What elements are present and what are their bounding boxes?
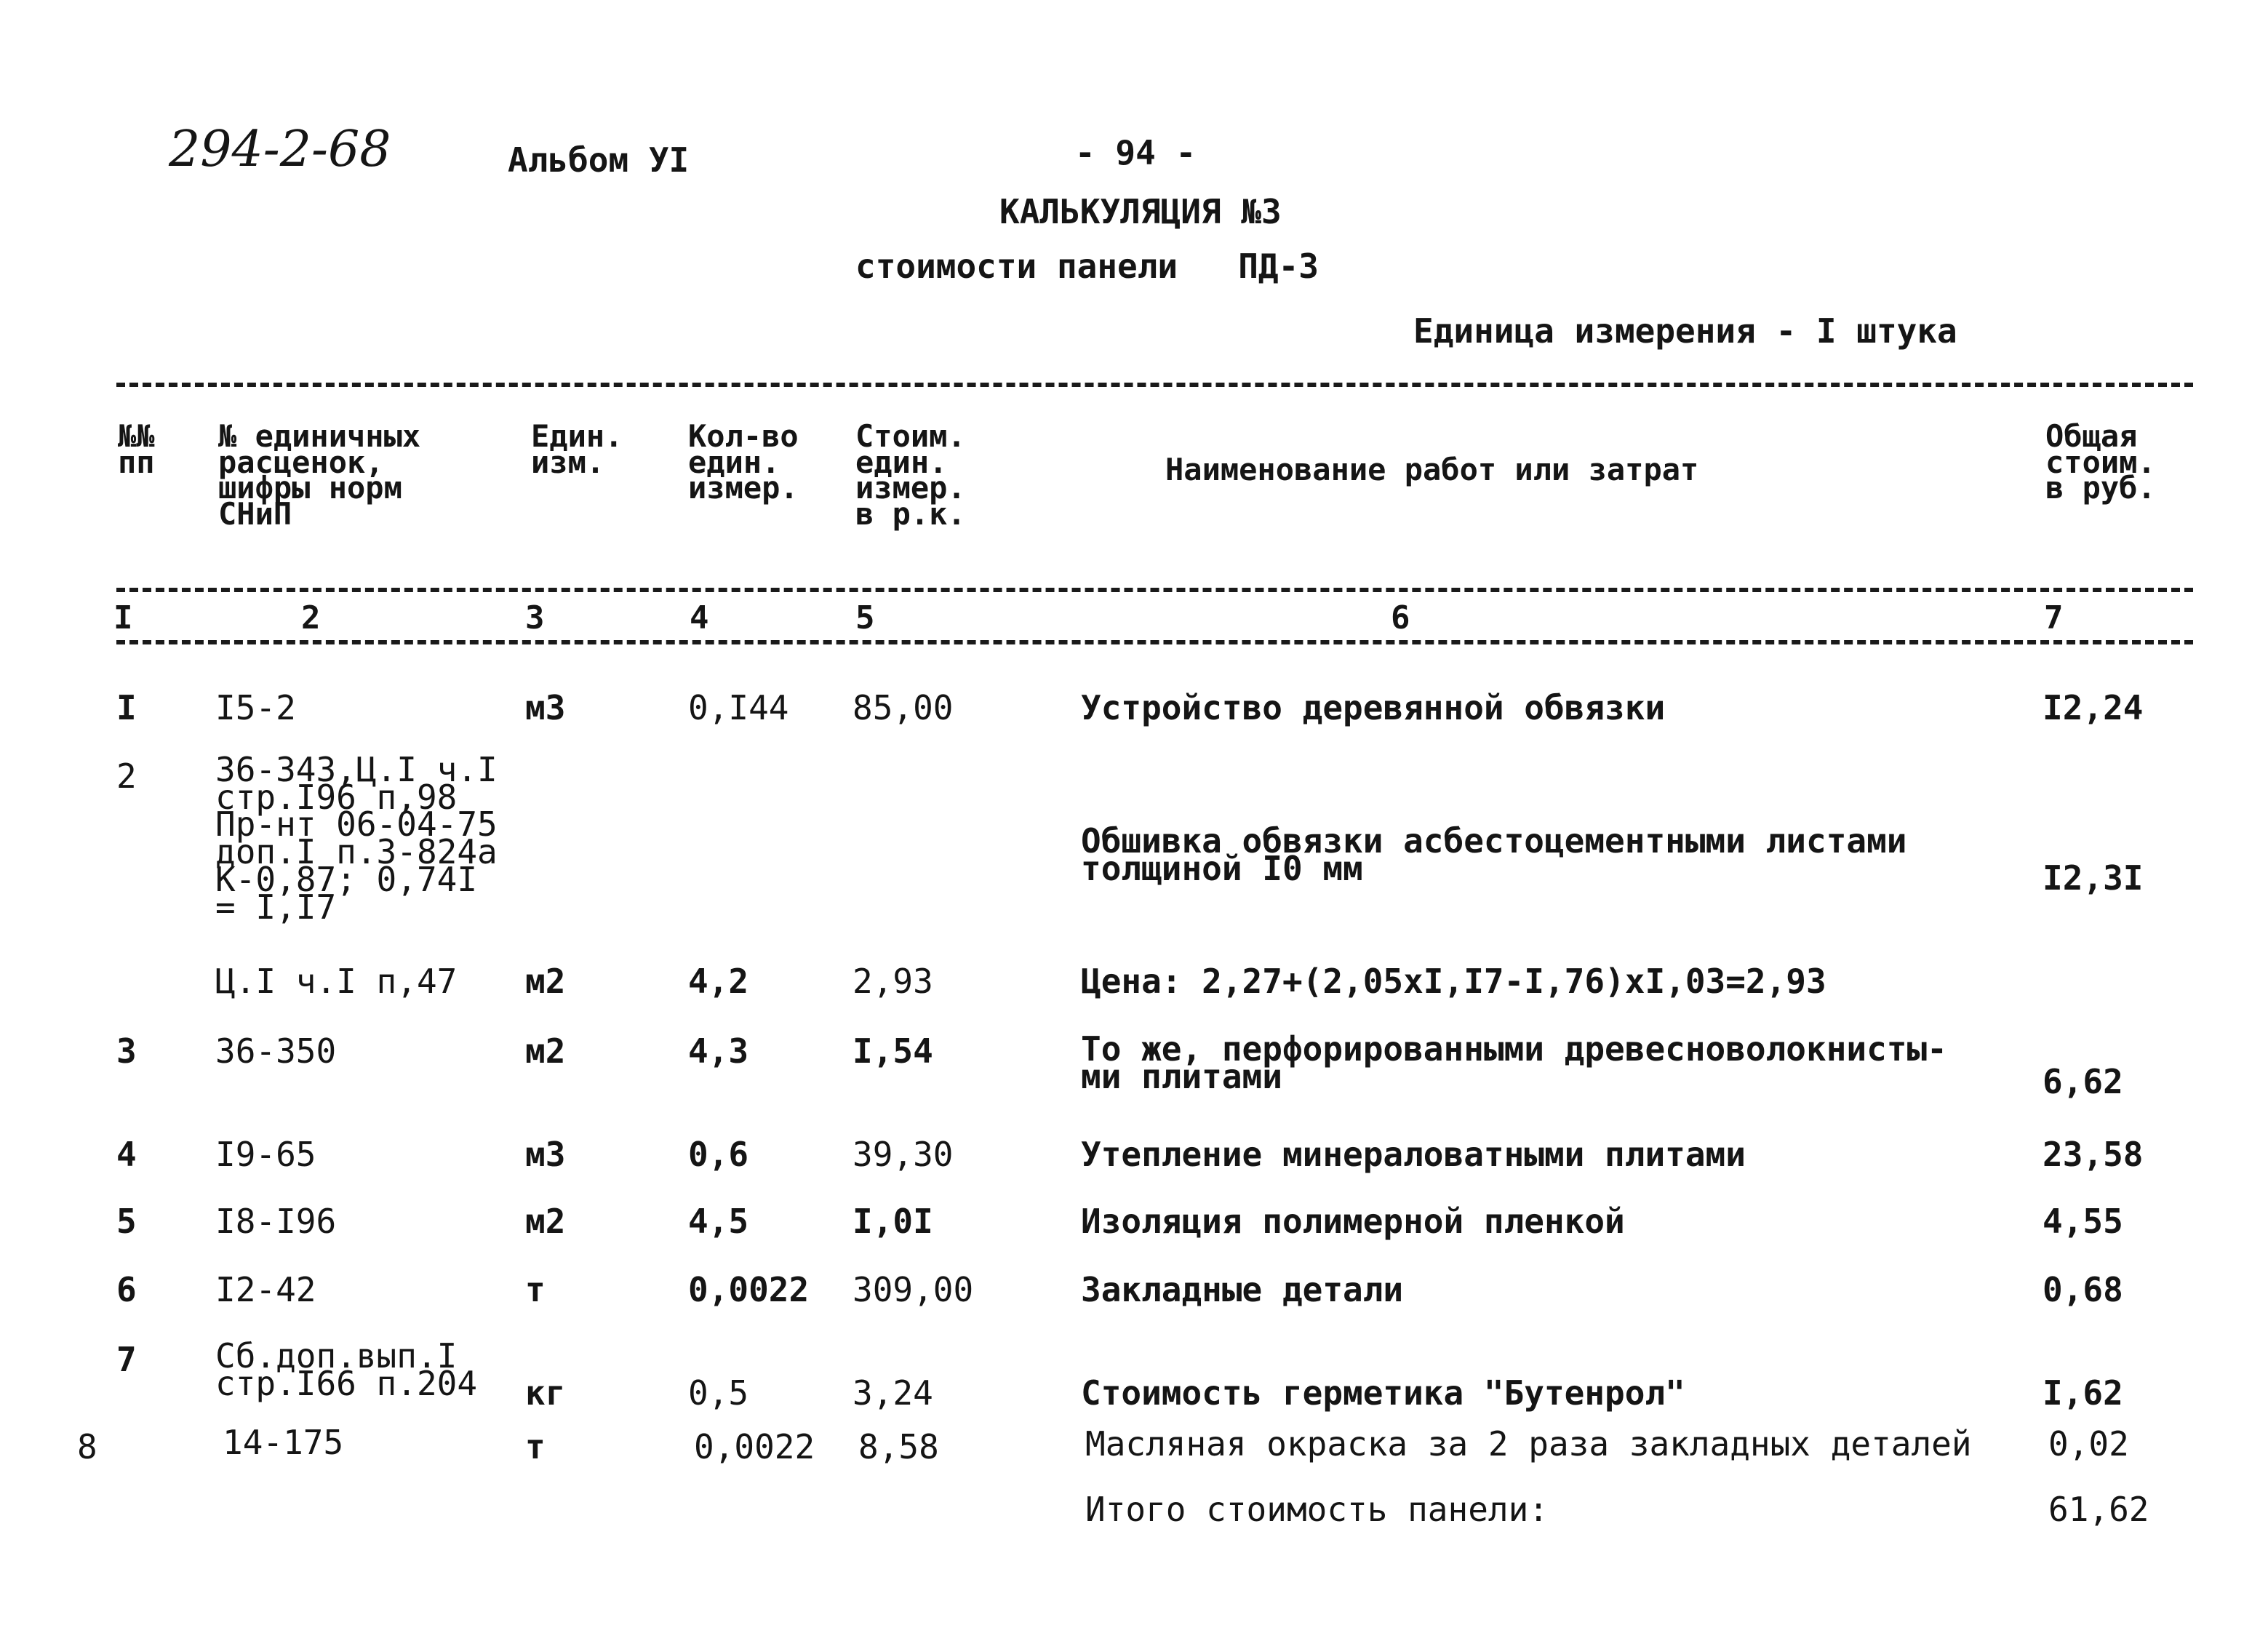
row-number: 6: [116, 1270, 137, 1309]
col-number-1: I: [113, 599, 133, 636]
row-number: 5: [116, 1202, 137, 1241]
rate-code-extra: Ц.I ч.I п,47: [215, 962, 458, 1001]
quantity: 0,0022: [694, 1427, 815, 1466]
col-number-3: 3: [525, 599, 545, 636]
unit-price: I,0I: [853, 1202, 933, 1241]
col-header-unit-price: Стоим. един. измер. в р.к.: [855, 418, 966, 532]
column-numbers-rule: [116, 640, 2193, 644]
total-cost: 23,58: [2043, 1135, 2144, 1174]
unit: м2: [525, 1202, 566, 1241]
unit-price: 309,00: [853, 1270, 974, 1309]
total-cost: 0,68: [2043, 1270, 2123, 1309]
total-cost: I2,3I: [2043, 858, 2144, 898]
quantity: 0,6: [688, 1135, 749, 1174]
work-name: То же, перфорированными древесноволокнисты- ми плитами: [1081, 1029, 1947, 1096]
summary-label: Итого стоимость панели:: [1085, 1490, 1549, 1529]
document-code-handwritten: 294-2-68: [169, 121, 391, 178]
rate-code: 36-350: [215, 1031, 337, 1071]
total-cost: 0,02: [2048, 1424, 2129, 1464]
work-name: Изоляция полимерной пленкой: [1081, 1202, 1625, 1241]
page-number: - 94 -: [1075, 133, 1197, 172]
unit-price: 85,00: [853, 688, 954, 727]
col-header-work-name: Наименование работ или затрат: [1165, 452, 1699, 487]
unit: м3: [525, 1135, 566, 1174]
unit: кг: [525, 1373, 566, 1413]
total-cost: 6,62: [2043, 1062, 2123, 1101]
quantity: 0,5: [688, 1373, 749, 1413]
row-number: I: [116, 688, 137, 727]
unit-price: I,54: [853, 1031, 933, 1071]
quantity: 0,0022: [688, 1270, 810, 1309]
col-header-quantity: Кол-во един. измер.: [688, 418, 799, 506]
rate-code: I2-42: [215, 1270, 316, 1309]
row-number: 4: [116, 1135, 137, 1174]
rate-code: I5-2: [215, 688, 296, 727]
work-name: Закладные детали: [1081, 1270, 1404, 1309]
col-number-4: 4: [690, 599, 709, 636]
rate-code: Сб.доп.вып.I стр.I66 п.204: [215, 1336, 478, 1403]
header-bottom-rule: [116, 588, 2193, 592]
unit-price: 39,30: [853, 1135, 954, 1174]
total-cost: I2,24: [2043, 688, 2144, 727]
calculation-title: КАЛЬКУЛЯЦИЯ №3: [999, 192, 1282, 231]
col-number-6: 6: [1391, 599, 1410, 636]
quantity: 4,2: [688, 962, 749, 1001]
album-label: Альбом УI: [508, 140, 690, 180]
row-number: 3: [116, 1031, 137, 1071]
unit-price: 2,93: [853, 962, 933, 1001]
rate-code: I9-65: [215, 1135, 316, 1174]
work-name: Стоимость герметика "Бутенрол": [1081, 1373, 1685, 1413]
work-name: Утепление минераловатными плитами: [1081, 1135, 1746, 1174]
col-number-2: 2: [301, 599, 321, 636]
total-cost: I,62: [2043, 1373, 2123, 1413]
row-number: 2: [116, 756, 137, 796]
rate-code: 36-343,Ц.I ч.I стр.I96 п,98 Пр-нт 06-04-75 доп.I п.3-824а К-0,87; 0,74I = I,I7: [215, 750, 498, 927]
col-header-unit: Един. изм.: [531, 418, 623, 480]
col-header-number: №№ пп: [118, 418, 155, 480]
unit-of-measure-note: Единица измерения - I штука: [1413, 311, 1957, 351]
rate-code: I8-I96: [215, 1202, 337, 1241]
table-top-rule: [116, 383, 2193, 387]
quantity: 4,5: [688, 1202, 749, 1241]
work-name: Масляная окраска за 2 раза закладных деталей: [1085, 1424, 1972, 1464]
col-header-total: Общая стоим. в руб.: [2045, 418, 2156, 506]
unit: м3: [525, 688, 566, 727]
rate-code: 14-175: [223, 1423, 344, 1462]
quantity: 0,I44: [688, 688, 789, 727]
work-name: Устройство деревянной обвязки: [1081, 688, 1666, 727]
price-formula-note: Цена: 2,27+(2,05хI,I7-I,76)хI,03=2,93: [1081, 962, 1826, 1001]
unit-price: 8,58: [858, 1427, 939, 1466]
unit: м2: [525, 962, 566, 1001]
row-number: 7: [116, 1340, 137, 1379]
calculation-subtitle: стоимости панели ПД-3: [855, 247, 1319, 286]
col-header-code: № единичных расценок, шифры норм СНиП: [218, 418, 421, 532]
summary-total: 61,62: [2048, 1490, 2149, 1529]
col-number-7: 7: [2044, 599, 2064, 636]
quantity: 4,3: [688, 1031, 749, 1071]
unit: м2: [525, 1031, 566, 1071]
unit-price: 3,24: [853, 1373, 933, 1413]
row-number: 8: [77, 1427, 97, 1466]
total-cost: 4,55: [2043, 1202, 2123, 1241]
work-name: Обшивка обвязки асбестоцементными листами толщиной I0 мм: [1081, 821, 1907, 888]
unit: т: [525, 1270, 546, 1309]
col-number-5: 5: [855, 599, 875, 636]
unit: т: [525, 1427, 546, 1466]
